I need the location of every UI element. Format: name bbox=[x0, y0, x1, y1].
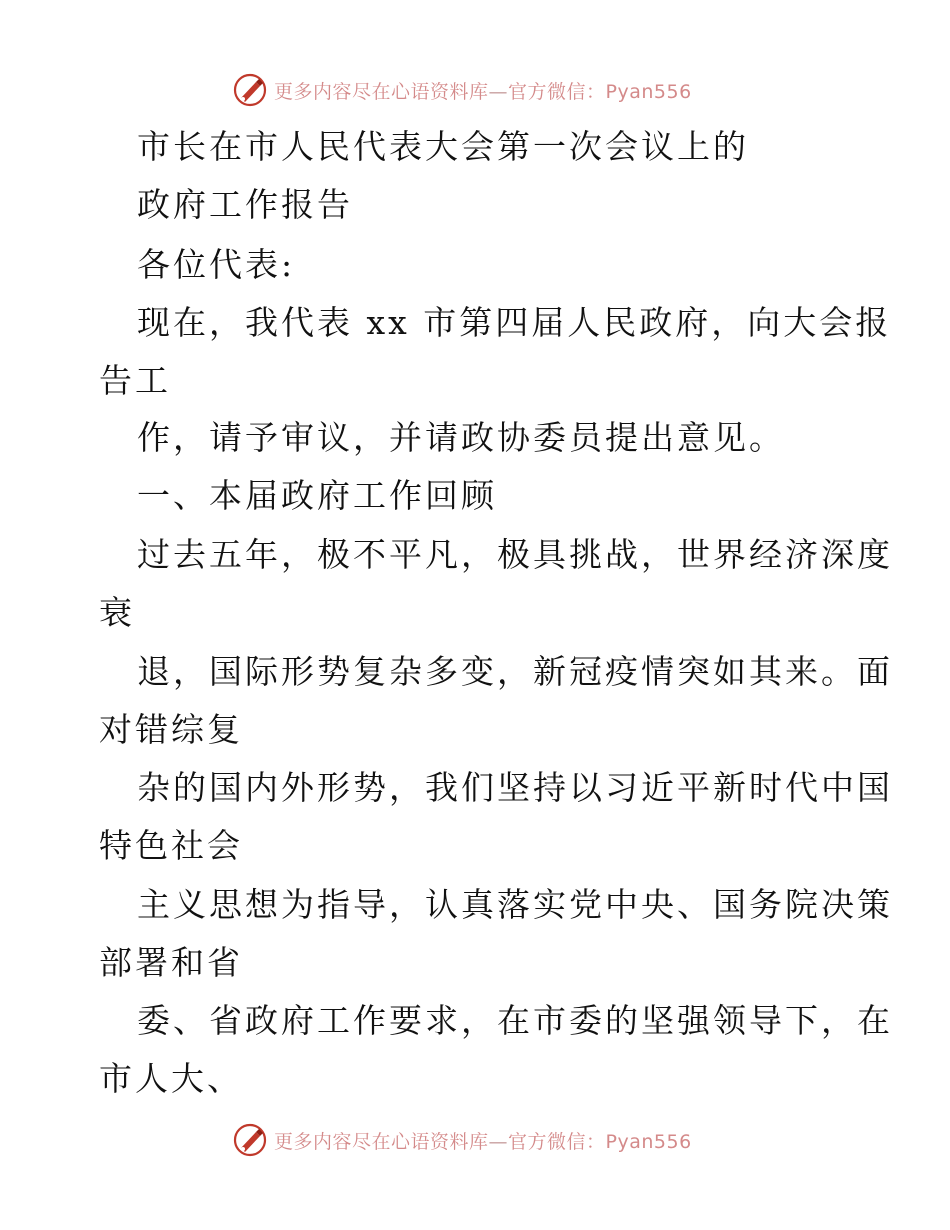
doc-line: 现在，我代表 xx 市第四届人民政府，向大会报 bbox=[137, 303, 892, 342]
doc-line: 作，请予审议，并请政协委员提出意见。 bbox=[137, 418, 785, 457]
doc-title-line-1: 市长在市人民代表大会第一次会议上的 bbox=[137, 127, 749, 166]
doc-line: 衰 bbox=[99, 593, 135, 632]
doc-line: 杂的国内外形势，我们坚持以习近平新时代中国 bbox=[137, 768, 893, 807]
banner-title: 更多内容尽在心语资料库 bbox=[274, 1130, 489, 1153]
doc-line: 主义思想为指导，认真落实党中央、国务院决策 bbox=[137, 885, 893, 924]
doc-line: 委、省政府工作要求，在市委的坚强领导下，在 bbox=[137, 1001, 893, 1040]
doc-line: 退，国际形势复杂多变，新冠疫情突如其来。面 bbox=[137, 652, 893, 691]
banner-title: 更多内容尽在心语资料库 bbox=[274, 80, 489, 103]
pen-seal-icon bbox=[232, 1122, 268, 1158]
pen-seal-icon bbox=[232, 72, 268, 108]
banner-contact: 官方微信：Pyan556 bbox=[508, 80, 692, 103]
banner-contact: 官方微信：Pyan556 bbox=[508, 1130, 692, 1153]
doc-section-heading: 一、本届政府工作回顾 bbox=[137, 476, 497, 515]
doc-line: 市人大、 bbox=[99, 1059, 243, 1098]
doc-salutation: 各位代表: bbox=[137, 245, 296, 284]
doc-line: 部署和省 bbox=[99, 943, 243, 982]
doc-line: 告工 bbox=[99, 361, 171, 400]
banner-separator: — bbox=[488, 80, 509, 103]
footer-banner[interactable] bbox=[232, 1120, 692, 1160]
doc-line: 特色社会 bbox=[99, 826, 243, 865]
doc-line: 对错综复 bbox=[99, 710, 243, 749]
header-banner[interactable] bbox=[232, 70, 692, 110]
doc-line: 过去五年，极不平凡，极具挑战，世界经济深度 bbox=[137, 535, 893, 574]
doc-title-line-2: 政府工作报告 bbox=[137, 185, 353, 224]
banner-text bbox=[274, 1127, 692, 1154]
banner-text bbox=[274, 77, 692, 104]
banner-separator: — bbox=[488, 1130, 509, 1153]
